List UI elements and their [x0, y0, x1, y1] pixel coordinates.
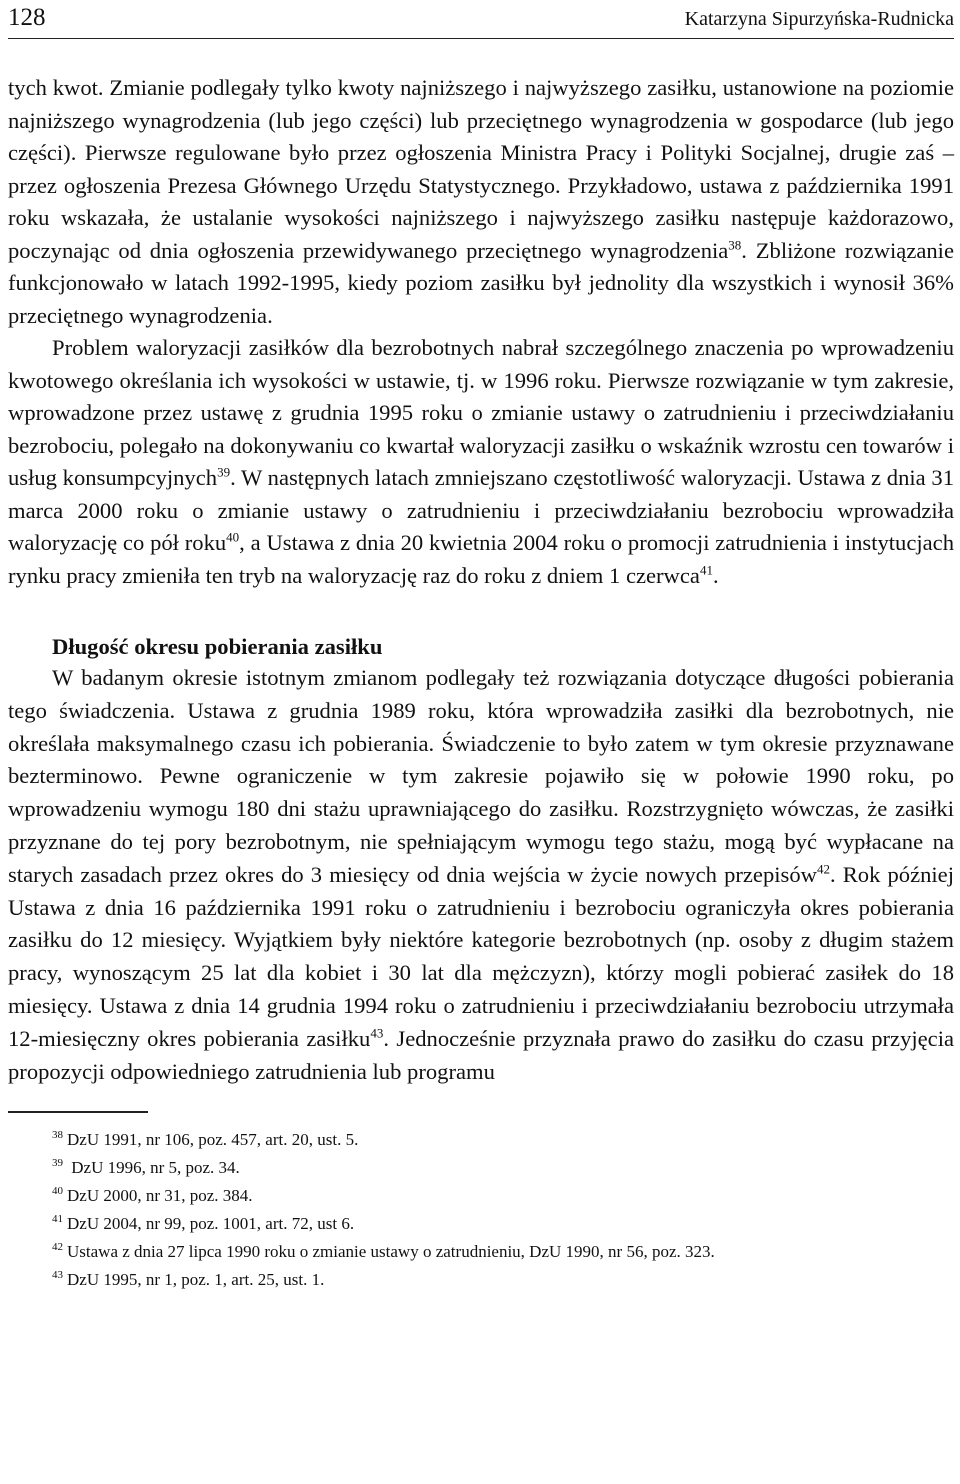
paragraph-text: tych kwot. Zmianie podlegały tylko kwoty najniższego i najwyższego zasiłku, ustanowione na poziomie najniższego wynagrodzenia (lub jego części) lub przeciętnego wynagrodzenia w gospodarce (lub jego części). Pierwsze regulowane było przez ogłoszenia Ministra Pracy i Polityki Socjalnej, drugie zaś – przez ogłoszenia Prezesa Głównego Urzędu Statystycznego. Przykładowo, ustawa z października 1991 roku wskazała, że ustalanie wysokości najniższego i najwyższego zasiłku następuje każdorazowo, poczynając od dnia ogłoszenia przewidywanego przeciętnego wynagrodzenia: [8, 75, 954, 263]
section-body: [8, 662, 954, 1088]
footnote-item: [52, 1154, 954, 1182]
footnote-text: DzU 1996, nr 5, poz. 34.: [67, 1157, 240, 1177]
footnote-number: 40: [52, 1185, 63, 1198]
footnote-number: 38: [52, 1129, 63, 1142]
footnote-number: 39: [52, 1157, 63, 1170]
footnote-text: DzU 2000, nr 31, poz. 384.: [67, 1185, 253, 1205]
footnote-ref[interactable]: 40: [226, 529, 240, 545]
footnote-ref[interactable]: 42: [816, 861, 830, 877]
paragraph-text: , a Ustawa z dnia 20 kwietnia 2004 roku o promocji zatrudnienia i instytucjach rynku pracy zmieniła ten tryb na waloryzację raz do roku z dniem 1 czerwca: [8, 530, 955, 588]
footnote-item: [52, 1126, 954, 1154]
footnote-number: 41: [52, 1213, 63, 1226]
footnote-number: 42: [52, 1241, 63, 1254]
footnote-item: [52, 1266, 954, 1294]
document-page: [8, 0, 954, 1294]
footnote-ref[interactable]: 41: [699, 561, 713, 577]
footnote-ref[interactable]: 43: [370, 1025, 384, 1041]
section-heading: Długość okresu pobierania zasiłku: [52, 634, 383, 659]
paragraph-text: . Jednocześnie przyznała prawo do zasiłku do czasu przyjęcia propozycji odpowiedniego zatrudnienia lub programu: [8, 1025, 955, 1084]
paragraph-continuation: [8, 72, 954, 332]
footnote-ref[interactable]: 39: [217, 464, 231, 480]
footnote-number: 43: [52, 1269, 63, 1282]
footnotes: [8, 1126, 954, 1294]
paragraph-text: W badanym okresie istotnym zmianom podlegały też rozwiązania dotyczące długości pobierania tego świadczenia. Ustawa z grudnia 1989 roku, która wprowadziła zasiłki dla bezrobotnych, nie określała maksymalnego czasu ich pobierania. Świadczenie to było zatem w tym okresie przyznawane bezterminowo. Pewne ograniczenie w tym zakresie pojawiło się w połowie 1990 roku, po wprowadzeniu wymogu 180 dni stażu uprawniającego do zasiłku. Rozstrzygnięto wówczas, że zasiłki przyznane do tej pory bezrobotnym, nie spełniającym wymogu tego stażu, mogą być wypłacane na starych zasadach przez okres do 3 miesięcy od dnia wejścia w życie nowych przepisów: [8, 665, 954, 887]
footnote-item: [52, 1238, 954, 1266]
running-head-author: Katarzyna Sipurzyńska-Rudnicka: [684, 8, 954, 30]
paragraph-text: . Zbliżone rozwiązanie funkcjonowało w latach 1992-1995, kiedy poziom zasiłku był jednolity dla wszystkich i wynosił 36% przeciętnego wynagrodzenia.: [8, 237, 954, 328]
footnote-text: Ustawa z dnia 27 lipca 1990 roku o zmianie ustawy o zatrudnieniu, DzU 1990, nr 56, poz. 323.: [67, 1241, 715, 1261]
footnote-text: DzU 1995, nr 1, poz. 1, art. 25, ust. 1.: [67, 1269, 325, 1289]
paragraph-text: . Rok później Ustawa z dnia 16 października 1991 roku o zatrudnieniu i bezrobociu ograniczyła okres pobierania zasiłku do 12 miesięcy. Wyjątkiem były niektóre kategorie bezrobotnych (np. osoby z długim stażem pracy, wynoszącym 25 lat dla kobiet i 30 lat dla mężczyzn), którzy mogli pobierać zasiłek do 18 miesięcy. Ustawa z dnia 14 grudnia 1994 roku o zatrudnieniu i przeciwdziałaniu bezrobociu utrzymała 12-miesięczny okres pobierania zasiłku: [8, 861, 954, 1051]
footnote-text: DzU 1991, nr 106, poz. 457, art. 20, ust. 5.: [67, 1129, 359, 1149]
footnote-divider: [8, 1111, 148, 1113]
paragraph-text: . W następnych latach zmniejszano częstotliwość waloryzacji. Ustawa z dnia 31 marca 2000 roku o zmianie ustawy o zatrudnieniu i przeciwdziałaniu bezrobociu wprowadziła waloryzację co pół roku: [8, 465, 954, 555]
body-text: [8, 72, 954, 592]
page-number: 128: [8, 4, 46, 31]
paragraph-benefit-duration: [8, 662, 954, 1088]
footnote-ref[interactable]: 38: [728, 236, 742, 252]
footnote-item: [52, 1210, 954, 1238]
footnote-item: [52, 1182, 954, 1210]
paragraph-text: Problem waloryzacji zasiłków dla bezrobotnych nabrał szczególnego znaczenia po wprowadzeniu kwotowego określania ich wysokości w ustawie, tj. w 1996 roku. Pierwsze rozwiązanie w tym zakresie, wprowadzone przez ustawę z grudnia 1995 roku o zmianie ustawy o zatrudnieniu i przeciwdziałaniu bezrobociu, polegało na dokonywaniu co kwartał waloryzacji zasiłku o wskaźnik wzrostu cen towarów i usług konsumpcyjnych: [8, 335, 954, 490]
footnote-text: DzU 2004, nr 99, poz. 1001, art. 72, ust 6.: [67, 1213, 355, 1233]
page-header: [8, 0, 954, 39]
paragraph-valorization: [8, 332, 954, 592]
paragraph-text: .: [712, 562, 719, 588]
